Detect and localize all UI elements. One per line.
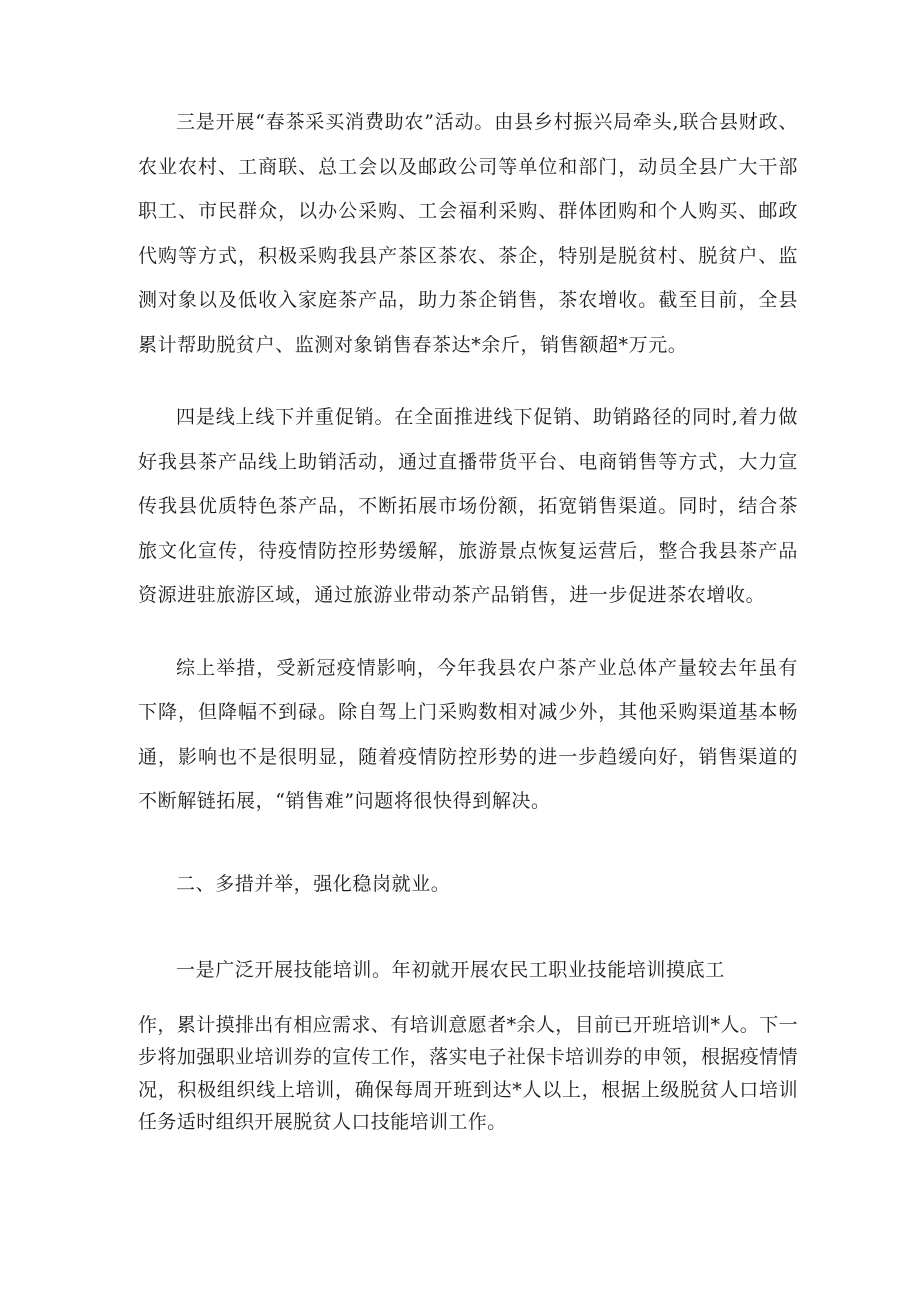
paragraph-summary: 综上举措，受新冠疫情影响，今年我县农户茶产业总体产量较去年虽有下降，但降幅不到碌。除自驾上门采购数相对减少外，其他采购渠道基本畅通，影响也不是很明显，随着疫情防控形势的进一步趋缓向好，销售渠道的不断解链拓展，“销售难”问题将很快得到解决。 [138, 656, 798, 812]
paragraph-skills-training-first-line: 一是广泛开展技能培训。年初就开展农民工职业技能培训摸底工 [176, 959, 725, 981]
section-heading-employment: 二、多措并举，强化稳岗就业。 [176, 872, 451, 895]
paragraph-spring-tea-campaign: 三是开展“春茶采买消费助农”活动。由县乡村振兴局牵头,联合县财政、农业农村、工商联、总工会以及邮政公司等单位和部门，动员全县广大干部职工、市民群众，以办公采购、工会福利采购、群体团购和个人购买、邮政代购等方式，积极采购我县产茶区茶农、茶企，特别是脱贫村、脱贫户、监测对象以及低收入家庭茶产品，助力茶企销售，茶农增收。截至目前，全县累计帮助脱贫户、监测对象销售春茶达*余斤，销售额超*万元。 [138, 111, 798, 356]
paragraph-online-offline-promotion: 四是线上线下并重促销。在全面推进线下促销、助销路径的同时,着力做好我县茶产品线上助销活动，通过直播带货平台、电商销售等方式，大力宣传我县优质特色茶产品，不断拓展市场份额，拓宽销售渠道。同时，结合茶旅文化宣传，待疫情防控形势缓解，旅游景点恢复运营后，整合我县茶产品资源进驻旅游区域，通过旅游业带动茶产品销售，进一步促进茶农增收。 [138, 406, 798, 606]
document-page [138, 100, 798, 1139]
paragraph-skills-training-body: 作，累计摸排出有相应需求、有培训意愿者*余人，目前已开班培训*人。下一步将加强职业培训券的宣传工作，落实电子社保卡培训券的申领，根据疫情情况，积极组织线上培训，确保每周开班到达*人以上，根据上级脱贫人口培训任务适时组织开展脱贫人口技能培训工作。 [138, 1013, 799, 1133]
